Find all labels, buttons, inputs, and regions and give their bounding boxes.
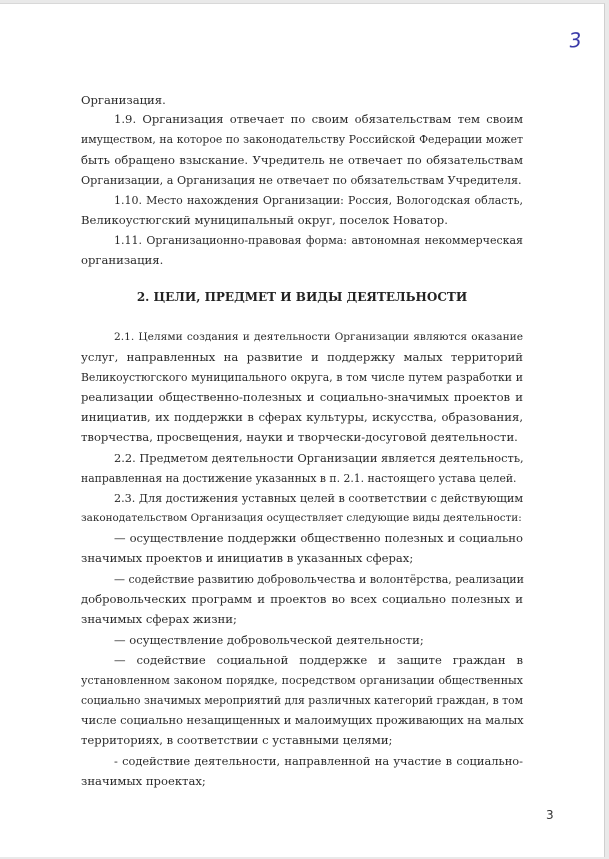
text-line: 2.3. Для достижения уставных целей в соответствии с действующим xyxy=(114,492,524,505)
handwritten-page-mark: 3 xyxy=(567,27,583,53)
text-line: имуществом, на которое по законодательству Российской Федерации может xyxy=(81,133,523,146)
text-line: направленная на достижение указанных в п. 2.1. настоящего устава целей. xyxy=(81,472,517,485)
text-line: быть обращено взыскание. Учредитель не отвечает по обязательствам xyxy=(81,153,523,167)
list-item-line: значимых проектах; xyxy=(81,774,206,788)
list-item-line: добровольческих программ и проектов во всех социально полезных и xyxy=(81,592,523,606)
list-item-line: значимых сферах жизни; xyxy=(81,612,237,626)
text-line: 1.11. Организационно-правовая форма: автономная некоммерческая xyxy=(114,234,523,247)
text-line: Организация. xyxy=(81,93,166,107)
list-item-line: установленном законом порядке, посредством организации общественных xyxy=(81,674,523,687)
page-number: 3 xyxy=(546,808,554,822)
text-line: Организации, а Организация не отвечает по обязательствам Учредителя. xyxy=(81,174,522,187)
list-item-line: значимых проектов и инициатив в указанных сферах; xyxy=(81,551,414,565)
document-page xyxy=(0,3,605,857)
list-item-line: — осуществление добровольческой деятельности; xyxy=(114,633,424,647)
list-item-line: территориях, в соответствии с уставными целями; xyxy=(81,733,393,747)
list-item-line: — содействие развитию добровольчества и волонтёрства, реализации xyxy=(114,573,524,586)
list-item-line: — осуществление поддержки общественно полезных и социально xyxy=(114,531,523,545)
list-item-line: числе социально незащищенных и малоимущих проживающих на малых xyxy=(81,713,524,727)
text-line: 1.10. Место нахождения Организации: Россия, Вологодская область, xyxy=(114,194,523,207)
text-line: 2.2. Предметом деятельности Организации является деятельность, xyxy=(114,451,524,465)
text-line: 1.9. Организация отвечает по своим обязательствам тем своим xyxy=(114,112,523,126)
section-heading: 2. ЦЕЛИ, ПРЕДМЕТ И ВИДЫ ДЕЯТЕЛЬНОСТИ xyxy=(136,290,468,304)
text-line: Великоустюгского муниципального округа, в том числе путем разработки и xyxy=(81,371,523,384)
text-line: творчества, просвещения, науки и творчески-досуговой деятельности. xyxy=(81,430,518,444)
list-item-line: - содействие деятельности, направленной на участие в социально- xyxy=(114,754,523,768)
list-item-line: социально значимых мероприятий для различных категорий граждан, в том xyxy=(81,694,523,707)
text-line: реализации общественно-полезных и социально-значимых проектов и xyxy=(81,390,523,404)
text-line: услуг, направленных на развитие и поддержку малых территорий xyxy=(81,350,523,364)
list-item-line: — содействие социальной поддержке и защите граждан в xyxy=(114,653,523,667)
text-line: организация. xyxy=(81,253,164,267)
text-line: Великоустюгский муниципальный округ, поселок Новатор. xyxy=(81,213,448,227)
text-line: инициатив, их поддержки в сферах культуры, искусства, образования, xyxy=(81,410,523,424)
text-line: 2.1. Целями создания и деятельности Организации являются оказание xyxy=(114,331,523,343)
text-line: законодательством Организация осуществляет следующие виды деятельности: xyxy=(81,512,522,524)
